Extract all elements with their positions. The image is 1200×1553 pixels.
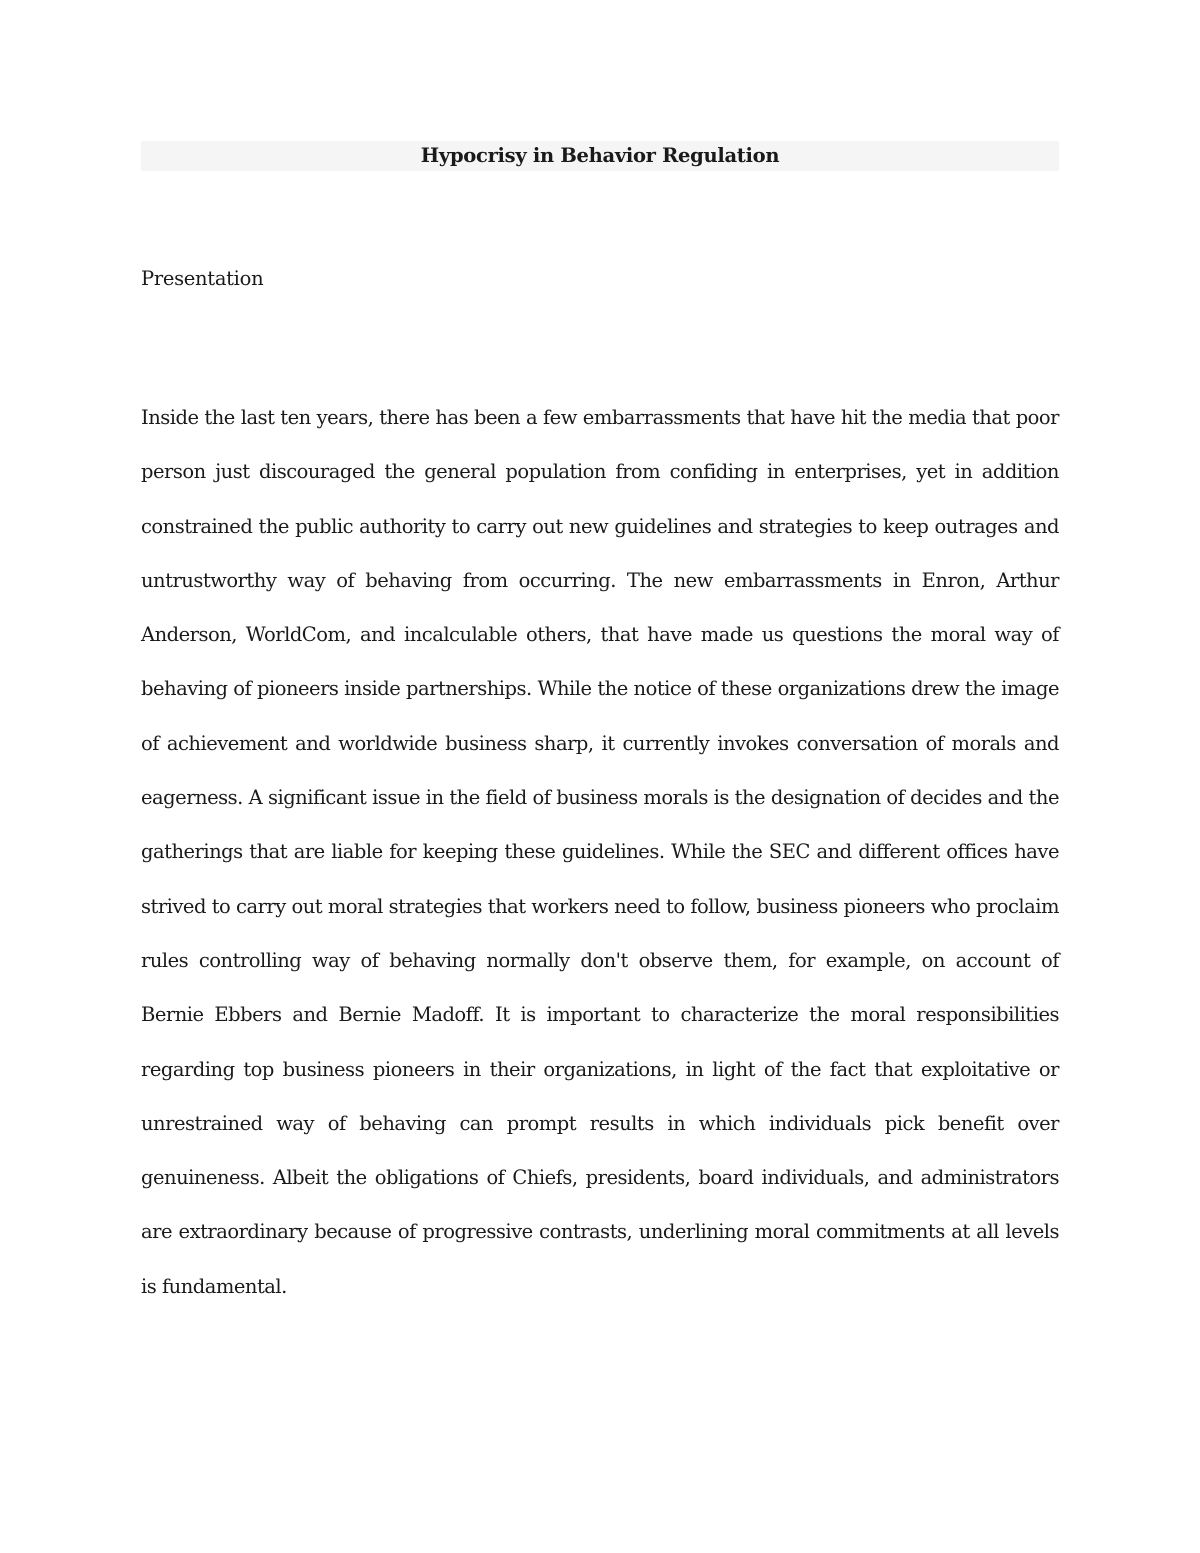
section-heading: Presentation [141, 267, 264, 290]
body-paragraph: Inside the last ten years, there has been a few embarrassments that have hit the media that poor person just discouraged the general population from confiding in enterprises, yet in addition constrained the public authority to carry out new guidelines and strategies to keep outrages and untrustworthy way of behaving from occurring. The new embarrassments in Enron, Arthur Anderson, WorldCom, and incalculable others, that have made us questions the moral way of behaving of pioneers inside partnerships. While the notice of these organizations drew the image of achievement and worldwide business sharp, it currently invokes conversation of morals and eagerness. A significant issue in the field of business morals is the designation of decides and the gatherings that are liable for keeping these guidelines. While the SEC and different offices have strived to carry out moral strategies that workers need to follow, business pioneers who proclaim rules controlling way of behaving normally don't observe them, for example, on account of Bernie Ebbers and Bernie Madoff. It is important to characterize the moral responsibilities regarding top business pioneers in their organizations, in light of the fact that exploitative or unrestrained way of behaving can prompt results in which individuals pick benefit over genuineness. Albeit the obligations of Chiefs, presidents, board individuals, and administrators are extraordinary because of progressive contrasts, underlining moral commitments at all levels is fundamental. [141, 406, 1059, 1298]
document-title: Hypocrisy in Behavior Regulation [420, 144, 780, 167]
